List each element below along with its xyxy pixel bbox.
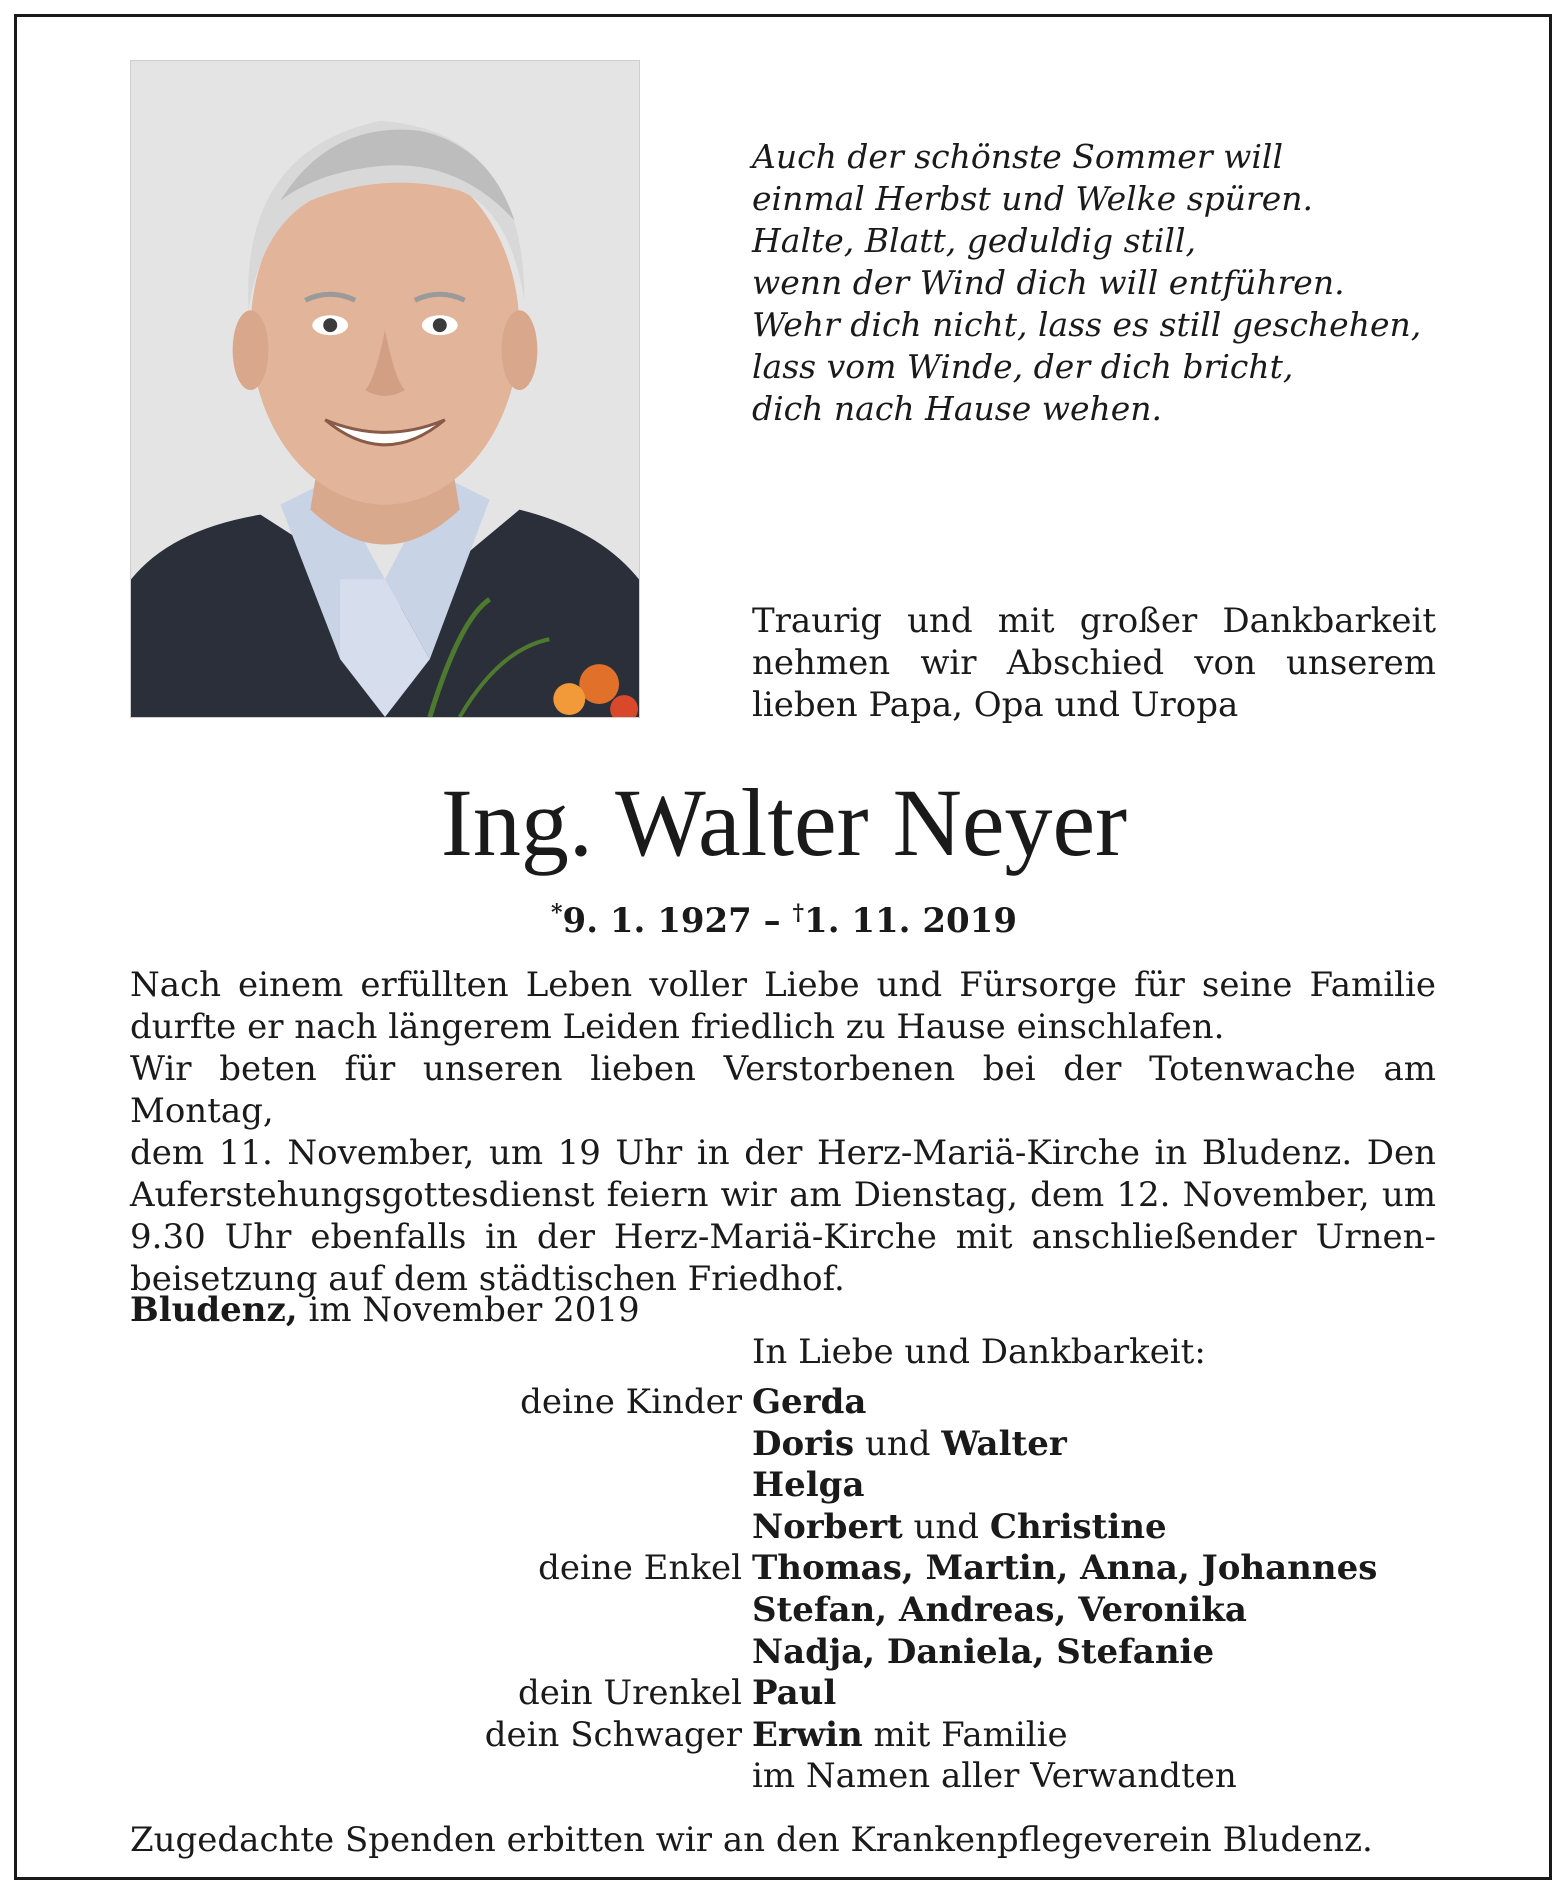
conjunction: und bbox=[854, 1423, 942, 1464]
portrait-photo bbox=[130, 60, 640, 718]
date-separator: – bbox=[751, 901, 793, 941]
relatives-line: im Namen aller Verwandten bbox=[752, 1756, 1237, 1797]
relation-label: deine Kinder bbox=[520, 1382, 742, 1422]
portrait-illustration bbox=[131, 61, 639, 717]
body-line: beisetzung auf dem städtischen Friedhof. bbox=[130, 1259, 845, 1299]
body-line: Auferstehungsgottesdienst feiern wir am Dienstag, dem 12. November, um bbox=[130, 1175, 1436, 1215]
family-row bbox=[0, 1631, 1568, 1673]
body-line: dem 11. November, um 19 Uhr in der Herz-Mariä-Kirche in Bludenz. Den bbox=[130, 1133, 1436, 1173]
family-name: Walter bbox=[941, 1423, 1067, 1464]
poem bbox=[752, 136, 1472, 430]
deceased-name: Ing. Walter Neyer bbox=[440, 769, 1128, 876]
family-names bbox=[752, 1589, 1247, 1631]
life-dates bbox=[0, 890, 1568, 944]
family-suffix: mit Familie bbox=[862, 1714, 1068, 1755]
poem-line: Halte, Blatt, geduldig still, bbox=[752, 221, 1196, 260]
body-text bbox=[130, 964, 1436, 1300]
family-name: Helga bbox=[752, 1465, 865, 1506]
family-name: Thomas, Martin, Anna, Johannes bbox=[752, 1548, 1378, 1589]
family-name: Nadja, Daniela, Stefanie bbox=[752, 1631, 1215, 1672]
poem-line: Wehr dich nicht, lass es still geschehen, bbox=[752, 305, 1422, 344]
relation-label: deine Enkel bbox=[538, 1548, 742, 1589]
family-row bbox=[0, 1423, 1568, 1465]
family-row bbox=[0, 1672, 1568, 1714]
intro-line: nehmen wir Abschied von unserem bbox=[752, 643, 1436, 683]
family-name: Christine bbox=[989, 1506, 1167, 1547]
body-line: 9.30 Uhr ebenfalls in der Herz-Mariä-Kirche mit anschließender Urnen- bbox=[130, 1217, 1436, 1257]
family-name: Gerda bbox=[752, 1382, 867, 1422]
family-row bbox=[0, 1755, 1568, 1797]
relation-label: dein Schwager bbox=[484, 1714, 742, 1755]
place-month: im November 2019 bbox=[297, 1290, 640, 1330]
intro-line: Traurig und mit großer Dankbarkeit bbox=[752, 601, 1436, 641]
family-names bbox=[752, 1714, 1068, 1756]
body-line: Wir beten für unseren lieben Verstorbenen bei der Totenwache am Montag, bbox=[130, 1049, 1436, 1131]
poem-line: dich nach Hause wehen. bbox=[752, 389, 1163, 428]
relation-label: dein Urenkel bbox=[518, 1673, 742, 1714]
family-row bbox=[0, 1506, 1568, 1548]
poem-line: Auch der schönste Sommer will bbox=[752, 137, 1283, 176]
family-names bbox=[752, 1423, 1067, 1465]
family-names bbox=[752, 1381, 866, 1423]
intro-line: lieben Papa, Opa und Uropa bbox=[752, 685, 1239, 725]
family-list bbox=[0, 1381, 1568, 1797]
birth-date: 9. 1. 1927 bbox=[562, 901, 752, 941]
poem-line: einmal Herbst und Welke spüren. bbox=[752, 179, 1314, 218]
family-row bbox=[0, 1547, 1568, 1589]
family-names bbox=[752, 1672, 836, 1714]
family-names bbox=[752, 1464, 864, 1506]
place-date bbox=[130, 1288, 640, 1332]
death-symbol: † bbox=[792, 900, 805, 926]
poem-line: lass vom Winde, der dich bricht, bbox=[752, 347, 1294, 386]
conjunction: und bbox=[902, 1506, 990, 1547]
body-line: Nach einem erfüllten Leben voller Liebe und Fürsorge für seine Familie bbox=[130, 965, 1436, 1005]
body-line: durfte er nach längerem Leiden friedlich zu Hause einschlafen. bbox=[130, 1007, 1225, 1047]
birth-symbol: * bbox=[551, 900, 563, 926]
poem-line: wenn der Wind dich will entführen. bbox=[752, 263, 1345, 302]
family-names bbox=[752, 1506, 1167, 1548]
family-row bbox=[0, 1381, 1568, 1423]
donations-note: Zugedachte Spenden erbitten wir an den Krankenpflegeverein Bludenz. bbox=[130, 1820, 1373, 1860]
family-row bbox=[0, 1589, 1568, 1631]
death-date: 1. 11. 2019 bbox=[804, 901, 1017, 941]
family-row bbox=[0, 1714, 1568, 1756]
closing-line: In Liebe und Dankbarkeit: bbox=[752, 1332, 1206, 1372]
intro-text bbox=[752, 600, 1436, 726]
family-name: Paul bbox=[752, 1673, 837, 1714]
family-name: Doris bbox=[752, 1423, 855, 1464]
family-name: Stefan, Andreas, Veronika bbox=[752, 1589, 1247, 1630]
family-name: Erwin bbox=[752, 1714, 863, 1755]
family-names bbox=[752, 1547, 1377, 1589]
family-row bbox=[0, 1464, 1568, 1506]
family-names bbox=[752, 1631, 1214, 1673]
place-city: Bludenz, bbox=[130, 1290, 298, 1330]
family-name: Norbert bbox=[752, 1506, 903, 1547]
